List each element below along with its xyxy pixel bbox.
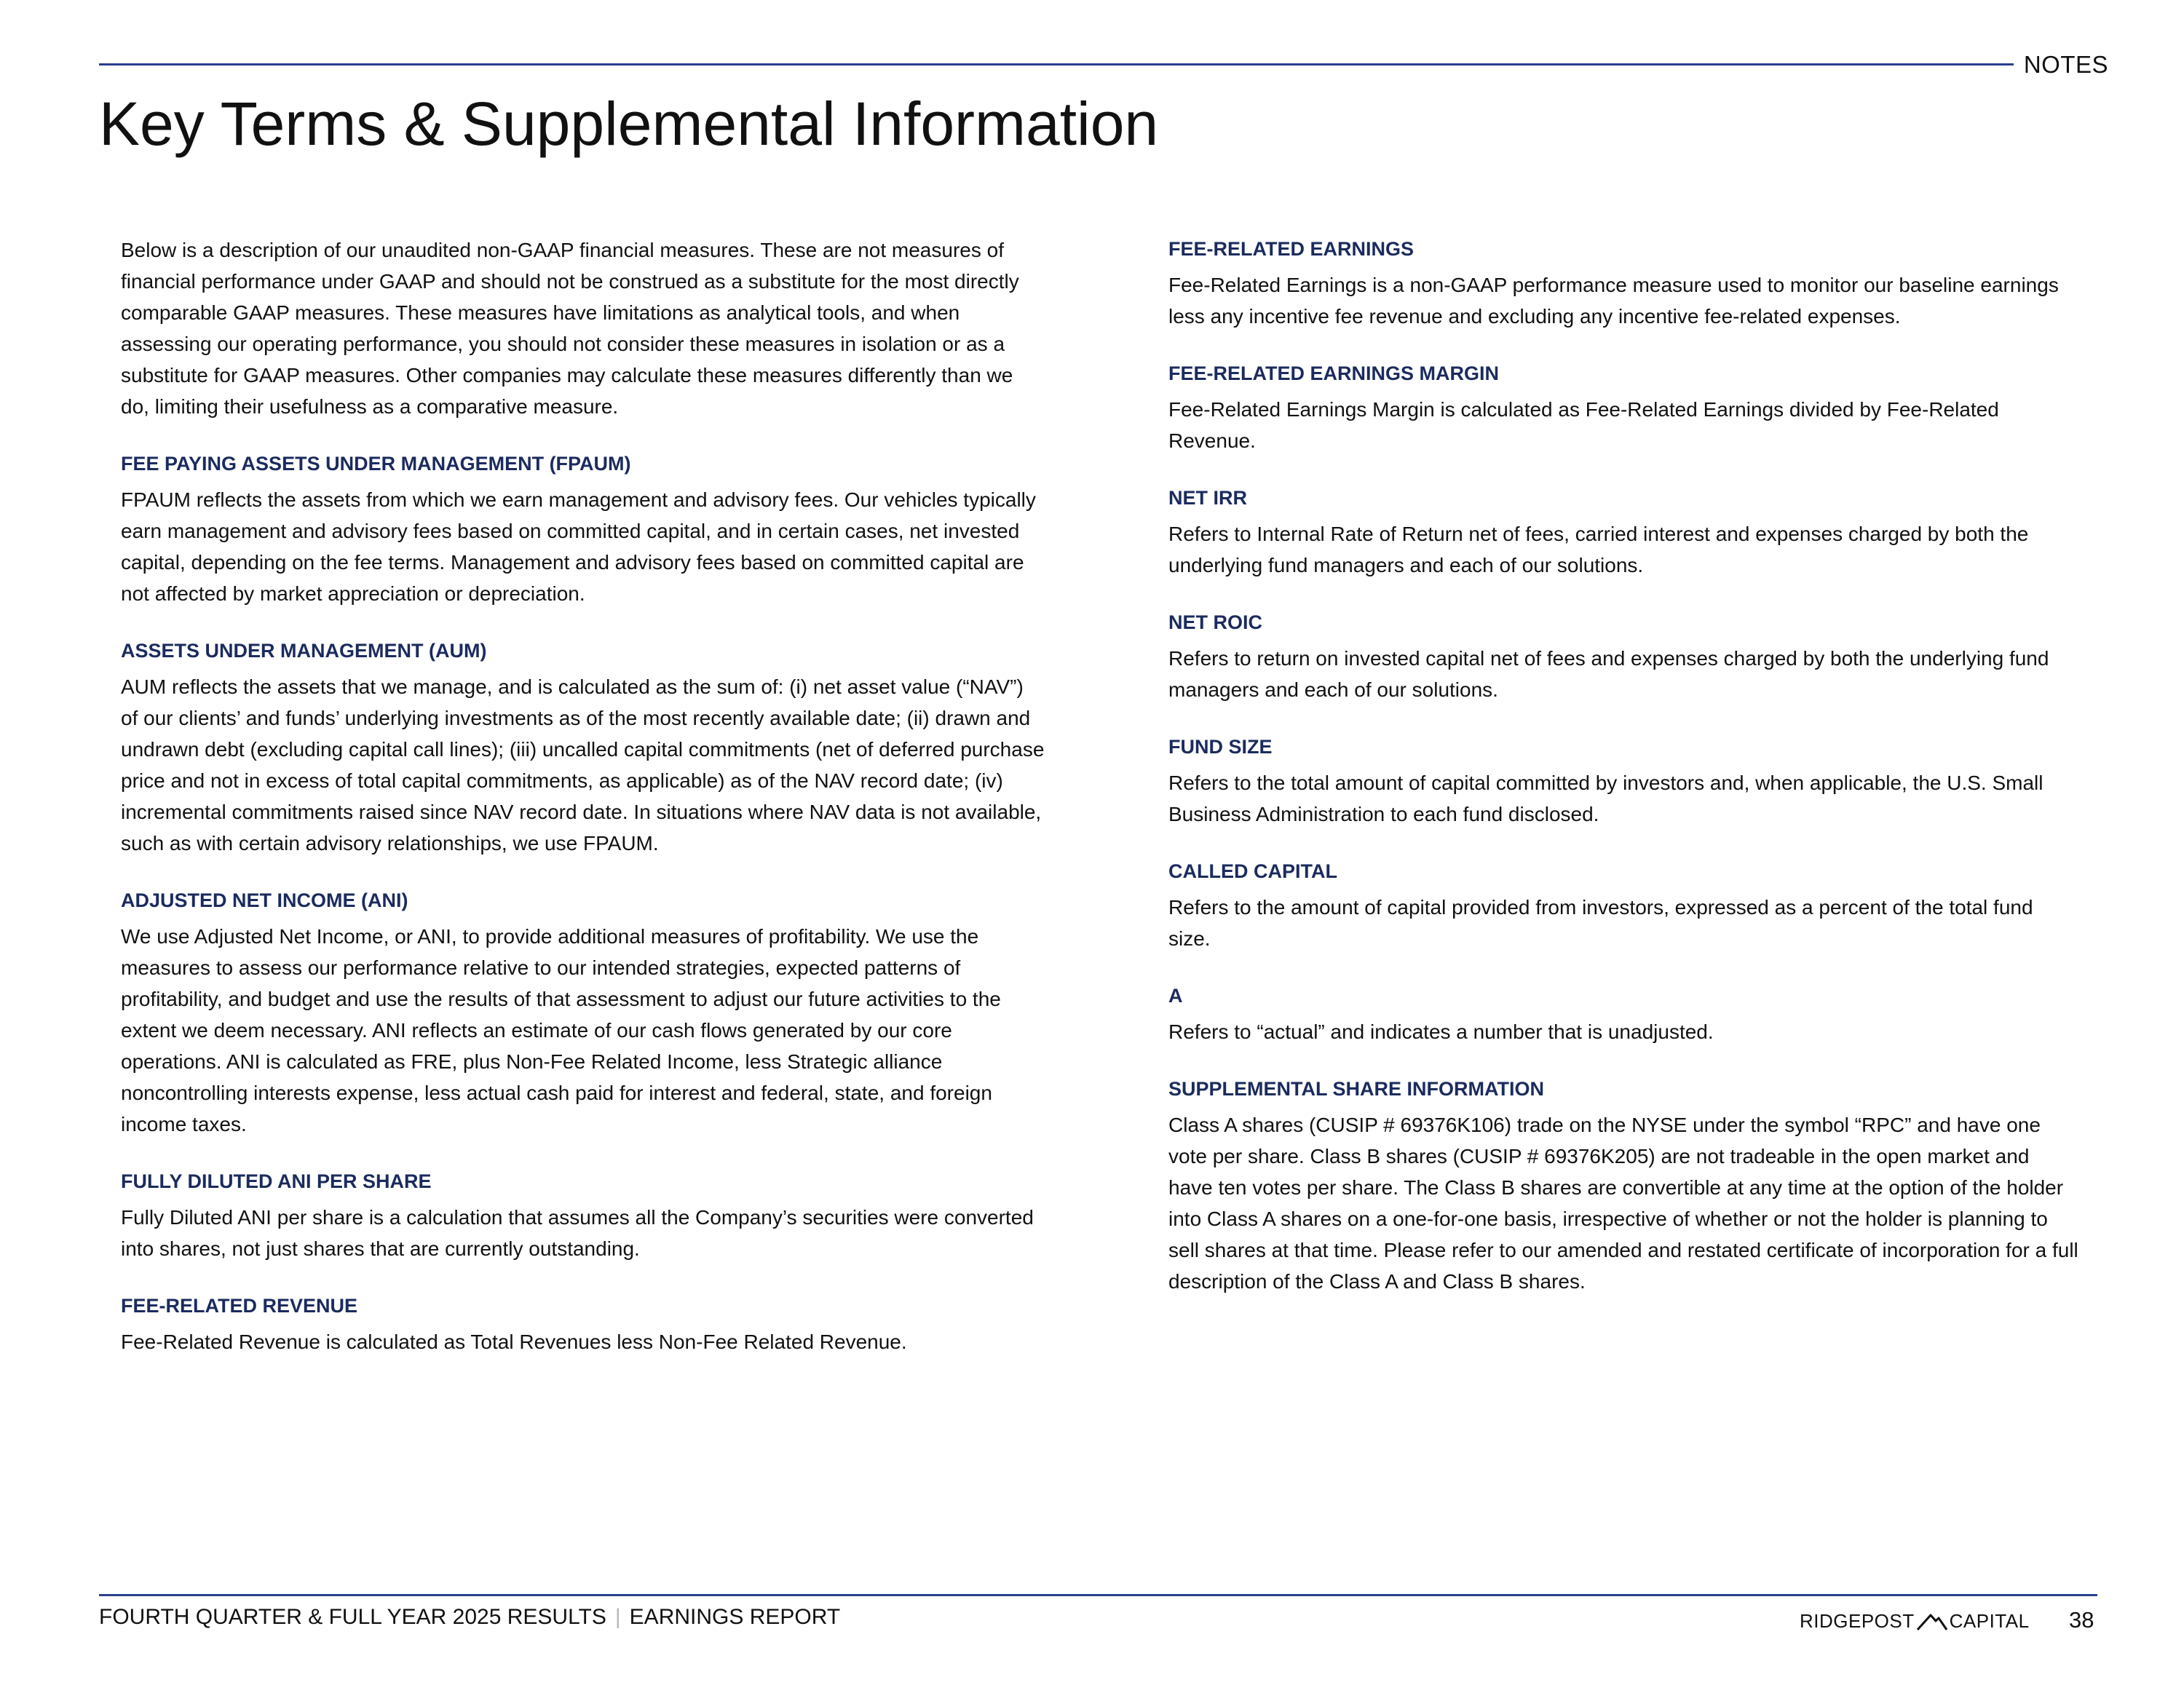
term-body: Fee-Related Earnings is a non-GAAP performance measure used to monitor our baseline earnings less any incentive fee revenue and excluding any incentive fee-related expenses. <box>1168 274 2059 328</box>
term-body: AUM reflects the assets that we manage, and is calculated as the sum of: (i) net asset value (“NAV”) of our clients’ and funds’ underlying investments as of the most recently available date; (ii) drawn and undrawn debt (excluding capital call lines); (iii) uncalled capital commitments (net of deferred purchase price and not in excess of total capital commitments, as applicable) as of the NAV record date; (iv) incremental commitments raised since NAV record date. In situations where NAV data is not available, such as with certain advisory relationships, we use FPAUM. <box>121 675 1045 855</box>
term-body: Refers to return on invested capital net of fees and expenses charged by both the underlying fund managers and each of our solutions. <box>1168 647 2049 701</box>
term-heading: FEE PAYING ASSETS UNDER MANAGEMENT (FPAUM) <box>121 453 631 475</box>
term-block-fre <box>1168 234 2078 332</box>
footer-report-title: FOURTH QUARTER & FULL YEAR 2025 RESULTS <box>99 1605 606 1629</box>
footer-report-type: EARNINGS REPORT <box>629 1605 841 1629</box>
term-block-fee-related-revenue <box>121 1291 1045 1357</box>
term-heading: FEE-RELATED EARNINGS <box>1168 238 1415 260</box>
term-body: We use Adjusted Net Income, or ANI, to provide additional measures of profitability. We use the measures to assess our performance relative to our intended strategies, expected patterns of profitability, and budget and use the results of that assessment to adjust our future activities to the extent we deem necessary. ANI reflects an estimate of our cash flows generated by our core operations. ANI is calculated as FRE, plus Non-Fee Related Income, less Strategic alliance noncontrolling interests expense, less actual cash paid for interest and federal, state, and foreign income taxes. <box>121 925 1001 1135</box>
term-body: Refers to “actual” and indicates a number that is unadjusted. <box>1168 1020 1714 1043</box>
term-heading: SUPPLEMENTAL SHARE INFORMATION <box>1168 1078 1545 1100</box>
term-heading: CALLED CAPITAL <box>1168 860 1337 882</box>
intro-paragraph: Below is a description of our unaudited non-GAAP financial measures. These are not measures of financial performance under GAAP and should not be construed as a substitute for the most directly comparable GAAP measures. These measures have limitations as analytical tools, and when assessing our operating performance, you should not consider these measures in isolation or as a substitute for GAAP measures. Other companies may calculate these measures differently than we do, limiting their usefulness as a comparative measure. <box>121 239 1019 418</box>
brand-name-left: RIDGEPOST <box>1800 1610 1915 1632</box>
footer-rule <box>99 1594 2097 1596</box>
term-heading: A <box>1168 985 1183 1007</box>
term-heading: ASSETS UNDER MANAGEMENT (AUM) <box>121 640 487 662</box>
term-block-fpaum <box>121 449 1045 609</box>
header-rule <box>99 63 2014 66</box>
term-block-fund-size <box>1168 732 2078 830</box>
term-body: Class A shares (CUSIP # 69376K106) trade on the NYSE under the symbol “RPC” and have one vote per share. Class B shares (CUSIP # 69376K205) are not tradeable in the open market and have ten votes per share. The Class B shares are convertible at any time at the option of the holder into Class A shares on a one-for-one basis, irrespective of whether or not the holder is planning to sell shares at that time. Please refer to our amended and restated certificate of incorporation for a full description of the Class A and Class B shares. <box>1168 1114 2078 1293</box>
footer-report-label <box>99 1605 840 1630</box>
term-block-share-info <box>1168 1074 2078 1297</box>
brand-name-right: CAPITAL <box>1949 1610 2030 1632</box>
term-heading: NET IRR <box>1168 487 1247 509</box>
term-block-called-capital <box>1168 857 2078 954</box>
term-body: Refers to Internal Rate of Return net of fees, carried interest and expenses charged by both the underlying fund managers and each of our solutions. <box>1168 523 2029 576</box>
mountain-peak-icon <box>1916 1612 1948 1631</box>
term-block-ani <box>121 886 1045 1140</box>
term-body: Fee-Related Revenue is calculated as Total Revenues less Non-Fee Related Revenue. <box>121 1331 907 1353</box>
term-heading: FULLY DILUTED ANI PER SHARE <box>121 1170 432 1192</box>
term-heading: FEE-RELATED REVENUE <box>121 1295 358 1317</box>
term-heading: NET ROIC <box>1168 611 1263 633</box>
term-heading: FEE-RELATED EARNINGS MARGIN <box>1168 362 1500 384</box>
term-body: FPAUM reflects the assets from which we earn management and advisory fees. Our vehicles typically earn management and advisory fees based on committed capital, and in certain cases, net invested capital, depending on the fee terms. Management and advisory fees based on committed capital are not affected by market appreciation or depreciation. <box>121 488 1036 605</box>
brand-logo <box>1800 1610 2030 1633</box>
term-body: Fee-Related Earnings Margin is calculated as Fee-Related Earnings divided by Fee-Related Revenue. <box>1168 398 1999 452</box>
term-block-net-roic <box>1168 608 2078 705</box>
term-block-actual <box>1168 981 2078 1047</box>
left-column <box>121 234 1045 1357</box>
term-block-aum <box>121 636 1045 859</box>
term-heading: ADJUSTED NET INCOME (ANI) <box>121 889 408 911</box>
page-number: 38 <box>2069 1607 2094 1633</box>
term-body: Refers to the total amount of capital committed by investors and, when applicable, the U.S. Small Business Administration to each fund disclosed. <box>1168 772 2043 825</box>
page-title: Key Terms & Supplemental Information <box>99 90 1159 158</box>
footer-separator: | <box>614 1605 621 1629</box>
section-label: NOTES <box>2023 51 2108 78</box>
term-body: Refers to the amount of capital provided from investors, expressed as a percent of the total fund size. <box>1168 896 2033 950</box>
term-body: Fully Diluted ANI per share is a calculation that assumes all the Company’s securities were converted into shares, not just shares that are currently outstanding. <box>121 1206 1034 1260</box>
term-heading: FUND SIZE <box>1168 736 1273 758</box>
term-block-fully-diluted-ani <box>121 1167 1045 1264</box>
term-block-fre-margin <box>1168 359 2078 456</box>
right-column <box>1168 234 2078 1297</box>
term-block-net-irr <box>1168 483 2078 581</box>
